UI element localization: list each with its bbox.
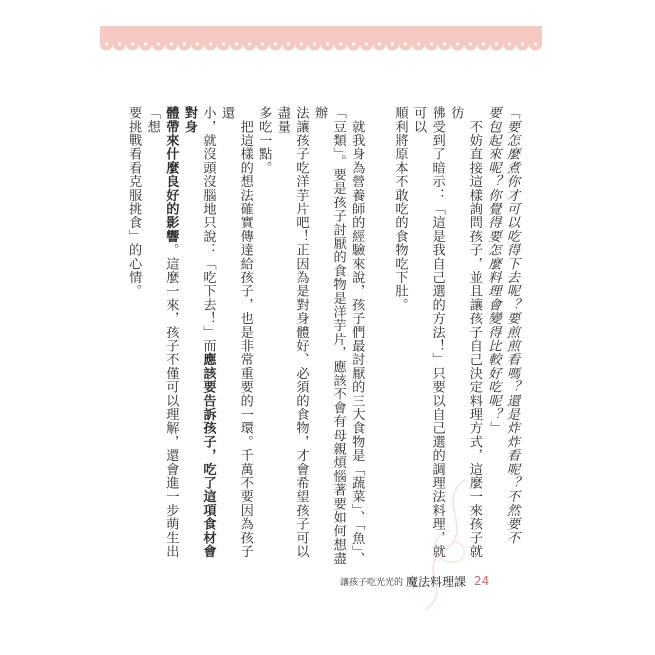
scallop-dot [521,42,524,45]
scallop-dot [391,42,394,45]
scallop-dot [222,42,225,45]
scallop-dot [313,42,316,45]
scallop-dot [365,42,368,45]
page-footer [340,571,489,591]
text-line: 「要怎麼煮你才可以吃得下去呢？要煎煎看嗎？還是炸炸看呢？不然要不 [504,106,519,545]
bold-text-segment: 應該要告訴孩子，吃了這項食材會對身 [181,106,216,559]
decorative-swirl [395,470,485,620]
scallop-dot [274,42,277,45]
text-line: 就我身為營養師的經驗來說，孩子們最討厭的三大食物是「蔬菜」、「魚」、 [349,106,365,566]
scallop-dot [469,42,472,45]
scallop-dot [209,42,212,45]
scallop-dot [183,42,186,45]
text-line: 「豆類」。要是孩子討厭的食物是洋芋片，應該不會有母親煩惱著要如何想盡辦 [312,106,346,566]
text-line [179,106,216,566]
scallop-dot [287,42,290,45]
scallop-dot [157,42,160,45]
text-line: 多吃一點。 [256,106,272,175]
text-line: 要挑戰看看克服挑食」的心情。 [126,106,142,298]
scallop-dot [508,42,511,45]
text-line [142,106,179,566]
scallop-dot [430,42,433,45]
scallop-dot [261,42,264,45]
scallop-dot [131,42,134,45]
text-segment: 小，就沒頭沒腦地只說：「吃下去！」而 [200,106,216,353]
scallop-dot [144,42,147,45]
scalloped-border [100,41,542,55]
scallop-dot [482,42,485,45]
scallop-dot [326,42,329,45]
scallop-dot [105,42,108,45]
scallop-dot [248,42,251,45]
scallop-dot [196,42,199,45]
scallop-dot [235,42,238,45]
text-line: 要包起來呢？你覺得要怎麼料理會變得比較好吃呢？」 [485,106,501,435]
text-line: 法讓孩子吃洋芋片吧！正因為是對身體好、必須的食物，才會希望孩子可以盡量 [274,106,309,559]
scallop-dot [300,42,303,45]
scallop-dot [495,42,498,45]
text-line: 彿受到了暗示：「這是我自己選的方法！」只要以自己選的調理法料理，就可以 [411,106,445,559]
text-line: 把這樣的想法確實傳達給孩子，也是非常重要的一環。千萬不要因為孩子還 [219,106,253,559]
text-line: 不妨直接這樣詢問孩子，並且讓孩子自己決定料理方式，這麼一來孩子就彷 [448,106,482,559]
scallop-dot [443,42,446,45]
scallop-dot [404,42,407,45]
text-segment: 。這麼一來，孩子不僅可以理解，還會進一步萌生出「想 [144,106,179,559]
scallop-dot [118,42,121,45]
text-line: 順利將原本不敢吃的食物吃下肚。 [392,106,408,312]
scallop-dot [456,42,459,45]
scallop-dot [339,42,342,45]
scallop-dot [352,42,355,45]
bold-text-segment: 體帶來什麼良好的影響 [163,106,179,243]
scallop-dot [417,42,420,45]
scallop-dot [170,42,173,45]
text-line-blank [371,106,390,566]
scallop-dot [378,42,381,45]
scallop-dot [534,42,537,45]
footer-book-title: 魔法料理課 [406,574,467,589]
page-number: 24 [474,574,490,588]
footer-book-prefix: 讓孩子吃光光的 [340,577,404,588]
